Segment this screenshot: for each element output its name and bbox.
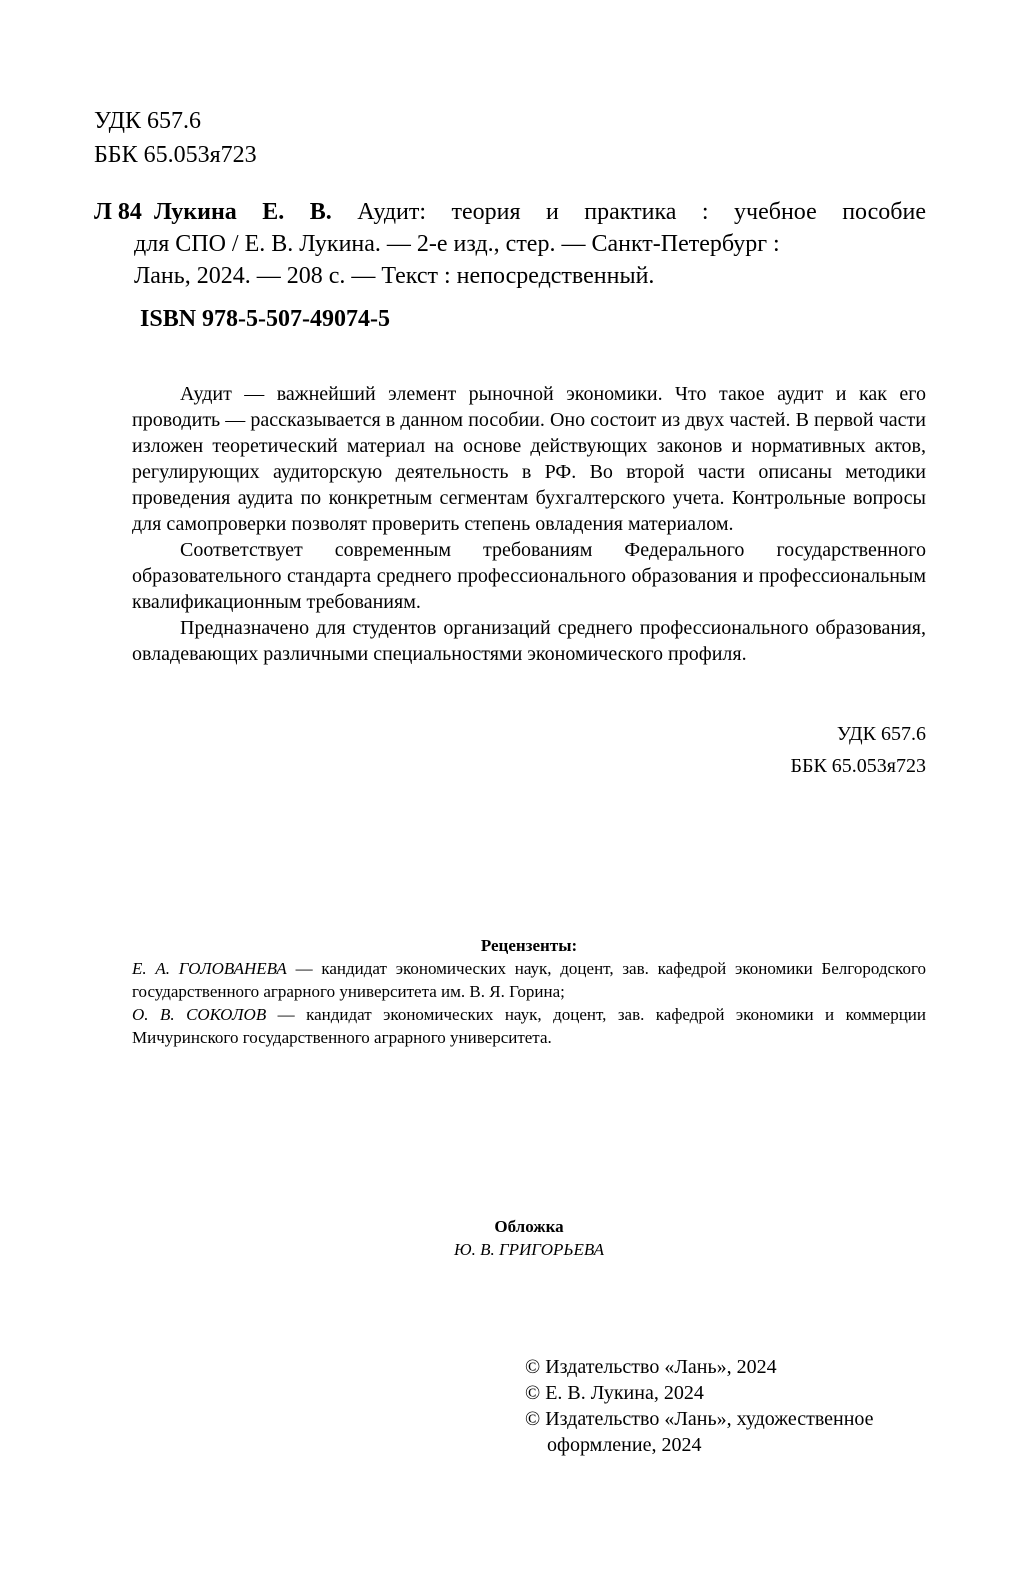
- copyright-line: оформление, 2024: [547, 1434, 702, 1456]
- catalog-author: Лукина Е. В.: [154, 199, 332, 225]
- reviewer-name: Е. А. ГОЛОВАНЕВА: [132, 959, 287, 978]
- copyright-line: © Е. В. Лукина, 2024: [525, 1382, 704, 1404]
- cover-heading: Обложка: [494, 1217, 564, 1236]
- classification-codes-top: [94, 104, 257, 172]
- cover-credit: [132, 1215, 926, 1261]
- annotation-paragraph: Предназначено для студентов организаций среднего профессионального образования, овладевающих различными специальностями экономического профиля.: [132, 617, 926, 665]
- copyright-line: © Издательство «Лань», 2024: [525, 1356, 777, 1378]
- catalog-line-1: [94, 196, 926, 228]
- reviewer-entry: [132, 1003, 926, 1049]
- reviewers-section: [132, 934, 926, 1049]
- cover-designer: Ю. В. ГРИГОРЬЕВА: [454, 1240, 604, 1259]
- reviewer-description: — кандидат экономических наук, доцент, зав. кафедрой экономики Белгородского государственного аграрного университета им. В. Я. Горина;: [132, 959, 926, 1001]
- author-mark: Л 84: [94, 199, 142, 225]
- copyright-block: [525, 1354, 925, 1458]
- reviewer-name: О. В. СОКОЛОВ: [132, 1005, 267, 1024]
- bbk-code: ББК 65.053я723: [94, 142, 257, 168]
- copyright-line: © Издательство «Лань», художественное: [525, 1408, 874, 1430]
- reviewer-entry: [132, 957, 926, 1003]
- classification-codes-bottom: [132, 718, 926, 782]
- catalog-line-3: Лань, 2024. — 208 с. — Текст : непосредственный.: [134, 263, 655, 289]
- annotation-paragraph: Соответствует современным требованиям Федерального государственного образовательного стандарта среднего профессионального образования и профессиональным квалификационным требованиям.: [132, 539, 926, 613]
- annotation-paragraph: Аудит — важнейший элемент рыночной экономики. Что такое аудит и как его проводить — рассказывается в данном пособии. Оно состоит из двух частей. В первой части изложен теоретический материал на основе действующих законов и нормативных актов, регулирующих аудиторскую деятельность в РФ. Во второй части описаны методики проведения аудита по конкретным сегментам бухгалтерского учета. Контрольные вопросы для самопроверки позволят проверить степень овладения материалом.: [132, 383, 926, 535]
- reviewers-heading: Рецензенты:: [480, 936, 578, 955]
- udk-code: УДК 657.6: [836, 723, 926, 745]
- catalog-record: [94, 196, 926, 292]
- catalog-title: Аудит: теория и практика : учебное пособие: [357, 199, 926, 225]
- catalog-line-2: для СПО / Е. В. Лукина. — 2-е изд., стер. — Санкт-Петербург :: [134, 231, 780, 257]
- annotation: [132, 381, 926, 667]
- reviewer-description: — кандидат экономических наук, доцент, зав. кафедрой экономики и коммерции Мичуринского государственного аграрного университета.: [132, 1005, 926, 1047]
- isbn: ISBN 978-5-507-49074-5: [140, 306, 390, 332]
- udk-code: УДК 657.6: [94, 108, 201, 134]
- bbk-code: ББК 65.053я723: [790, 755, 926, 777]
